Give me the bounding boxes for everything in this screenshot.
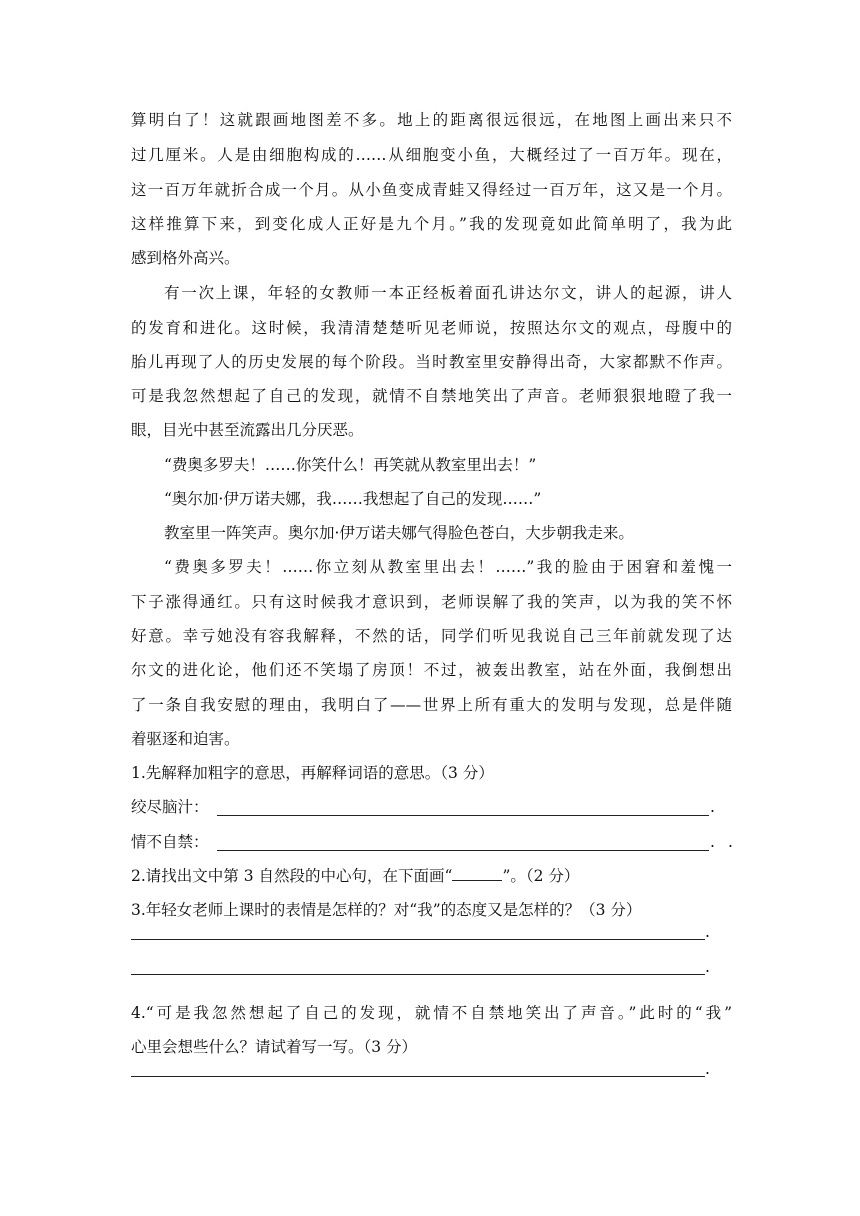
period-mark: .: [710, 833, 715, 851]
question-2: [131, 866, 579, 886]
passage-line: 可是我忽然想起了自己的发现，就情不自禁地笑出了声音。老师狠狠地瞪了我一: [131, 387, 732, 405]
passage-line: 着驱逐和迫害。: [131, 730, 240, 748]
passage-line: 算明白了！这就跟画地图差不多。地上的距离很远很远，在地图上画出来只不: [131, 111, 732, 129]
passage-line: 这一百万年就折合成一个月。从小鱼变成青蛙又得经过一百万年，这又是一个月。: [131, 181, 732, 199]
passage-line: 这样推算下来，到变化成人正好是九个月。”我的发现竟如此简单明了，我为此: [131, 215, 732, 233]
passage-line: 眼，目光中甚至流露出几分厌恶。: [131, 421, 364, 439]
passage-line: 下子涨得通红。只有这时候我才意识到，老师误解了我的笑声，以为我的笑不怀: [131, 593, 732, 611]
question-2-text-pre: 2.请找出文中第 3 自然段的中心句，在下面画“: [131, 867, 453, 885]
period-mark: .: [705, 958, 710, 976]
answer-line-1b[interactable]: [217, 850, 709, 851]
period-mark: .: [705, 923, 710, 941]
passage-line: 了一条自我安慰的理由，我明白了——世界上所有重大的发明与发现，总是伴随: [131, 696, 732, 714]
passage-line: 的发育和进化。这时候，我清清楚楚听见老师说，按照达尔文的观点，母腹中的: [131, 319, 732, 337]
answer-blank-2[interactable]: [452, 866, 502, 881]
answer-line-1a[interactable]: [217, 815, 709, 816]
question-4-line-1: 4.“可是我忽然想起了自己的发现，就情不自禁地笑出了声音。”此时的“我”: [131, 1004, 732, 1022]
passage-line: 尔文的进化论，他们还不笑塌了房顶！不过，被轰出教室，站在外面，我倒想出: [131, 661, 732, 679]
passage-line: 过几厘米。人是由细胞构成的……从细胞变小鱼，大概经过了一百万年。现在，: [131, 146, 732, 164]
passage-line: 教室里一阵笑声。奥尔加·伊万诺夫娜气得脸色苍白，大步朝我走来。: [164, 524, 634, 542]
question-4-line-2: 心里会想些什么？请试着写一写。（3 分）: [131, 1038, 418, 1056]
period-mark: .: [710, 798, 715, 816]
passage-line: 有一次上课，年轻的女教师一本正经板着面孔讲达尔文，讲人的起源，讲人: [164, 284, 732, 302]
answer-line-4[interactable]: [131, 1076, 705, 1077]
answer-line-3b[interactable]: [131, 974, 705, 975]
answer-label-1b: 情不自禁：: [131, 833, 209, 851]
answer-line-3a[interactable]: [131, 939, 705, 940]
passage-line: “费奥多罗夫！……你立刻从教室里出去！……”我的脸由于困窘和羞愧一: [164, 558, 732, 576]
passage-line: 胎儿再现了人的历史发展的每个阶段。当时教室里安静得出奇，大家都默不作声。: [131, 353, 732, 371]
period-mark: .: [728, 833, 733, 851]
question-1: 1.先解释加粗字的意思，再解释词语的意思。（3 分）: [131, 764, 494, 782]
passage-line: 感到格外高兴。: [131, 249, 240, 267]
period-mark: .: [705, 1060, 710, 1078]
question-2-text-post: ”。（2 分）: [502, 867, 580, 885]
question-3: 3.年轻女老师上课时的表情是怎样的？对“我”的态度又是怎样的？（3 分）: [131, 901, 642, 919]
passage-line: “奥尔加·伊万诺夫娜，我……我想起了自己的发现……”: [164, 490, 542, 508]
answer-label-1a: 绞尽脑汁：: [131, 798, 209, 816]
passage-line: “费奥多罗夫！……你笑什么！再笑就从教室里出去！”: [164, 456, 537, 474]
passage-line: 好意。幸亏她没有容我解释，不然的话，同学们听见我说自己三年前就发现了达: [131, 627, 732, 645]
